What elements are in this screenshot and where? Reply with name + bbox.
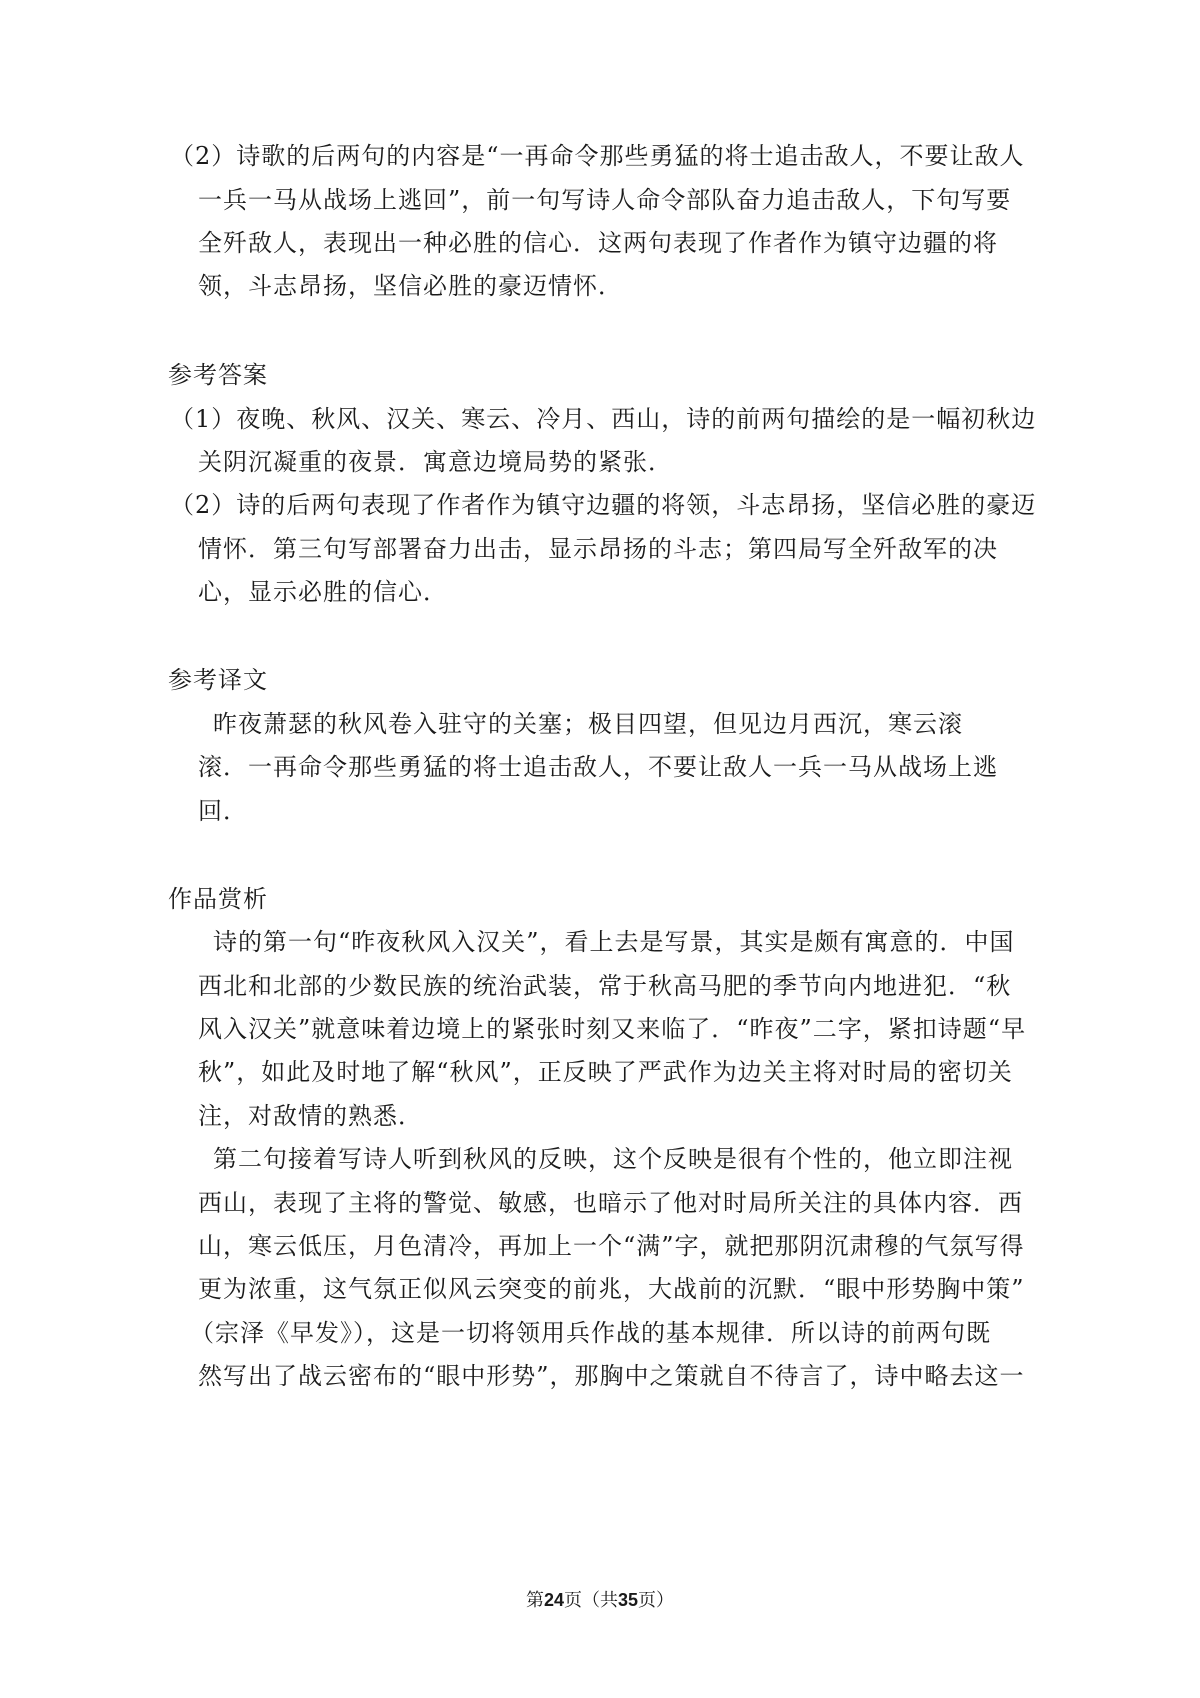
answer-line: （1）夜晚、秋风、汉关、寒云、冷月、西山，诗的前两句描绘的是一幅初秋边 — [170, 405, 1037, 433]
page-number: 24 — [543, 1590, 564, 1610]
answer-line: 关阴沉凝重的夜景．寓意边境局势的紧张． — [198, 448, 673, 476]
appreciation-line: 诗的第一句“昨夜秋风入汉关”，看上去是写景，其实是颇有寓意的．中国 — [213, 928, 1015, 956]
answer-heading: 参考答案 — [168, 361, 268, 389]
appreciation-line: 注，对敌情的熟悉． — [198, 1102, 423, 1130]
footer-prefix: 第 — [525, 1590, 544, 1611]
translation-line: 回． — [198, 797, 248, 825]
analysis-line: 领，斗志昂扬，坚信必胜的豪迈情怀． — [198, 272, 623, 300]
appreciation-line: 然写出了战云密布的“眼中形势”，那胸中之策就自不待言了，诗中略去这一 — [198, 1362, 1025, 1390]
translation-line: 昨夜萧瑟的秋风卷入驻守的关塞；极目四望，但见边月西沉，寒云滚 — [213, 710, 963, 738]
appreciation-line: 西北和北部的少数民族的统治武装，常于秋高马肥的季节向内地进犯．“秋 — [198, 972, 1012, 1000]
answer-line: 情怀．第三句写部署奋力出击，显示昂扬的斗志；第四局写全歼敌军的决 — [198, 535, 998, 563]
analysis-line: 一兵一马从战场上逃回”，前一句写诗人命令部队奋力追击敌人，下句写要 — [198, 186, 1012, 214]
appreciation-line: 更为浓重，这气氛正似风云突变的前兆，大战前的沉默．“眼中形势胸中策” — [198, 1275, 1025, 1303]
answer-line: 心，显示必胜的信心． — [198, 578, 448, 606]
appreciation-line: （宗泽《早发》），这是一切将领用兵作战的基本规律．所以诗的前两句既 — [190, 1319, 991, 1347]
appreciation-line: 山，寒云低压，月色清冷，再加上一个“满”字，就把那阴沉肃穆的气氛写得 — [198, 1232, 1025, 1260]
appreciation-line: 风入汉关”就意味着边境上的紧张时刻又来临了．“昨夜”二字，紧扣诗题“早 — [198, 1015, 1027, 1043]
analysis-line: 全歼敌人，表现出一种必胜的信心．这两句表现了作者作为镇守边疆的将 — [198, 229, 998, 257]
analysis-line: （2）诗歌的后两句的内容是“一再命令那些勇猛的将士追击敌人，不要让敌人 — [170, 142, 1025, 170]
page-footer — [0, 1586, 1200, 1615]
translation-line: 滚．一再命令那些勇猛的将士追击敌人，不要让敌人一兵一马从战场上逃 — [198, 753, 998, 781]
appreciation-heading: 作品赏析 — [168, 885, 268, 913]
footer-suffix: 页） — [638, 1590, 675, 1611]
page-total: 35 — [618, 1590, 639, 1610]
appreciation-line: 第二句接着写诗人听到秋风的反映，这个反映是很有个性的，他立即注视 — [213, 1145, 1013, 1173]
appreciation-line: 西山，表现了主将的警觉、敏感，也暗示了他对时局所关注的具体内容．西 — [198, 1189, 1023, 1217]
footer-middle: 页（共 — [564, 1590, 618, 1611]
answer-line: （2）诗的后两句表现了作者作为镇守边疆的将领，斗志昂扬，坚信必胜的豪迈 — [170, 491, 1037, 519]
appreciation-line: 秋”，如此及时地了解“秋风”，正反映了严武作为边关主将对时局的密切关 — [198, 1058, 1013, 1086]
translation-heading: 参考译文 — [168, 666, 268, 694]
